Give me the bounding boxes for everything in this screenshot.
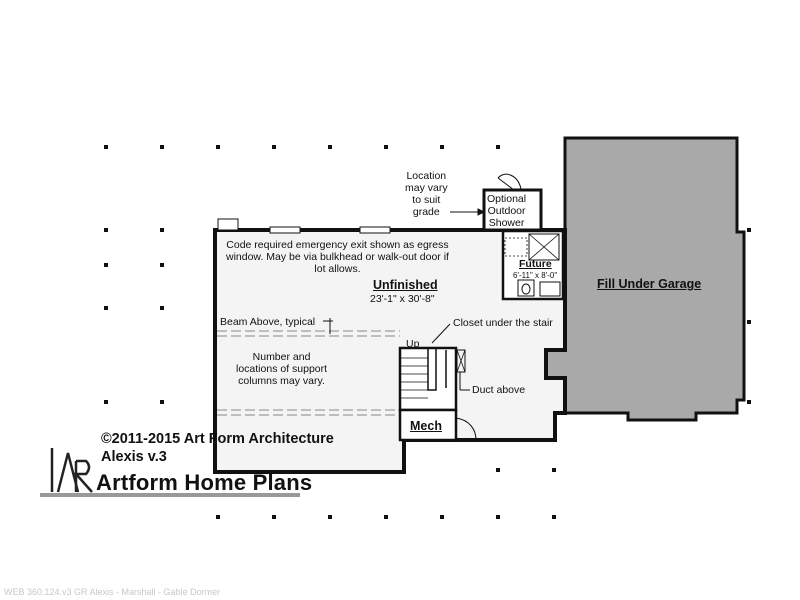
footer-caption: WEB 360.124.v3 GR Alexis - Marshall - Gable Dormer xyxy=(4,587,221,597)
future-title: Future xyxy=(519,258,552,270)
stair xyxy=(400,348,465,410)
location-note: Location may vary to suit grade xyxy=(405,170,448,218)
version-line: Alexis v.3 xyxy=(101,449,167,465)
copyright-block xyxy=(101,430,334,466)
copyright-line: ©2011-2015 Art Form Architecture xyxy=(101,431,334,447)
beam-label: Beam Above, typical xyxy=(220,316,316,328)
stair-up-label: Up xyxy=(406,338,420,350)
mech-label: Mech xyxy=(410,419,442,433)
shower-door-swing xyxy=(498,174,521,190)
support-note: Number and locations of support columns may vary. xyxy=(236,351,328,387)
unfinished-title: Unfinished xyxy=(373,278,438,292)
garage-label: Fill Under Garage xyxy=(597,277,702,291)
closet-label: Closet under the stair xyxy=(453,317,553,329)
shower-label: Optional Outdoor Shower xyxy=(487,193,527,229)
duct-label: Duct above xyxy=(472,384,526,396)
unfinished-dims: 23'-1" x 30'-8" xyxy=(370,293,435,305)
brand-name: Artform Home Plans xyxy=(96,470,313,495)
egress-note: Code required emergency exit shown as egress window. May be via bulkhead or walk-out door if lot allows. xyxy=(226,239,449,275)
future-dims: 6'-11" x 8'-0" xyxy=(513,271,558,280)
chimney-stub xyxy=(218,219,238,230)
